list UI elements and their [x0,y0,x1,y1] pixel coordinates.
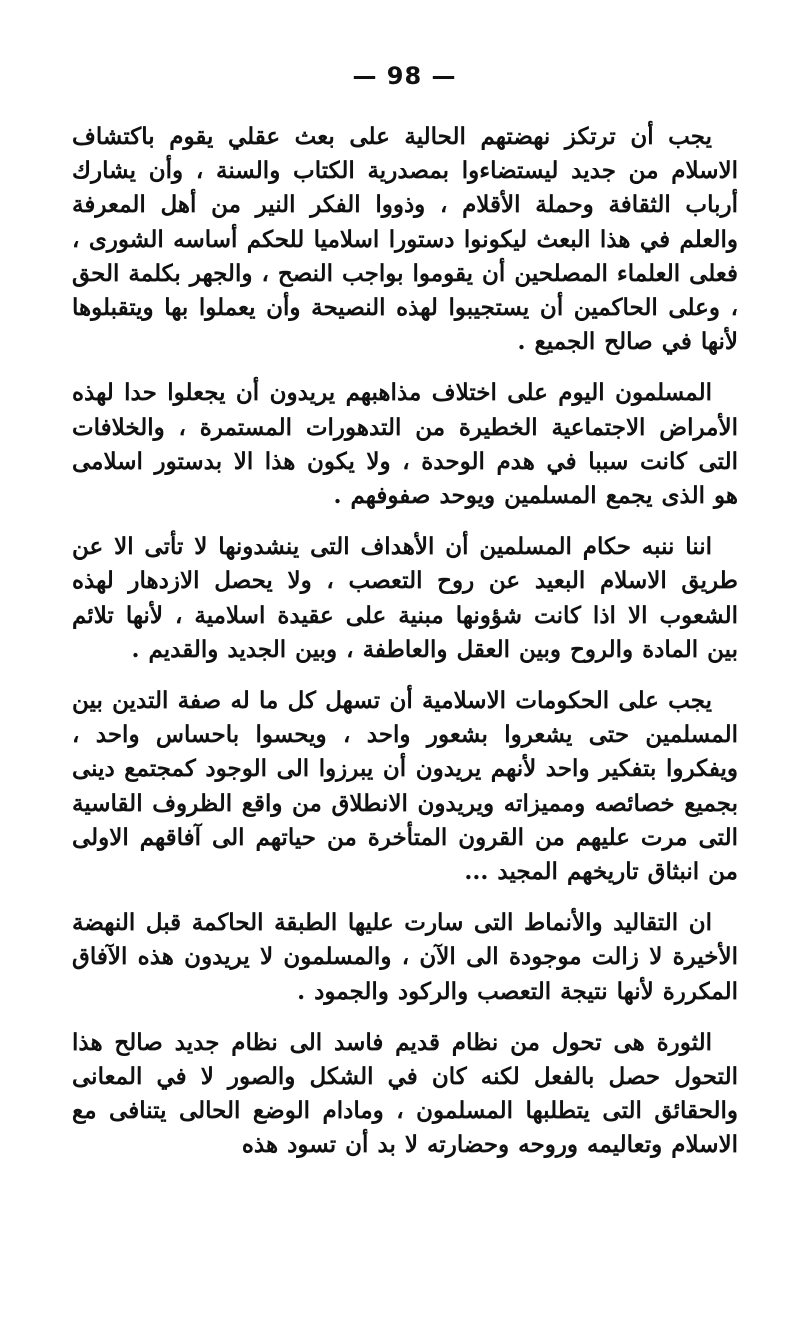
page-number: — 98 — [352,62,457,90]
paragraph-1: يجب أن ترتكز نهضتهم الحالية على بعث عقلي يقوم باكتشاف الاسلام من جديد ليستضاءوا بمصدرية الكتاب والسنة ، وأن يشارك أرباب الثقافة وحملة الأقلام ، وذووا الفكر النير من أهل المعرفة والعلم في هذا البعث ليكونوا دستورا اسلاميا للحكم أساسه الشورى ، فعلى العلماء المصلحين أن يقوموا بواجب النصح ، والجهر بكلمة الحق ، وعلى الحاكمين أن يستجيبوا لهذه النصيحة وأن يعملوا بها ويتقبلوها لأنها في صالح الجميع . [72,123,738,356]
paragraph-5: ان التقاليد والأنماط التى سارت عليها الطبقة الحاكمة قبل النهضة الأخيرة لا زالت موجودة الى الآن ، والمسلمون لا يريدون هذه الآفاق المكررة لأنها نتيجة التعصب والركود والجمود . [72,909,738,1005]
paragraph-4: يجب على الحكومات الاسلامية أن تسهل كل ما له صفة التدين بين المسلمين حتى يشعروا بشعور واحد ، ويحسوا باحساس واحد ، ويفكروا بتفكير واحد لأنهم يريدون أن يبرزوا الى الوجود كمجتمع دينى بجميع خصائصه ومميزاته ويريدون الانطلاق من واقع الظروف القاسية التى مرت عليهم من القرون المتأخرة من حياتهم الى آفاقهم الاولى من انبثاق تاريخهم المجيد ... [72,687,738,886]
paragraph-2: المسلمون اليوم على اختلاف مذاهبهم يريدون أن يجعلوا حدا لهذه الأمراض الاجتماعية الخطيرة من التدهورات المستمرة ، والخلافات التى كانت سببا في هدم الوحدة ، ولا يكون هذا الا بدستور اسلامى هو الذى يجمع المسلمين ويوحد صفوفهم . [72,379,738,510]
paragraph-3: اننا ننبه حكام المسلمين أن الأهداف التى ينشدونها لا تأتى الا عن طريق الاسلام البعيد عن روح التعصب ، ولا يحصل الازدهار لهذه الشعوب الا اذا كانت شؤونها مبنية على عقيدة اسلامية ، لأنها تلائم بين المادة والروح وبين العقل والعاطفة ، وبين الجديد والقديم . [72,533,738,663]
page-text [72,120,738,1180]
paragraph-6: الثورة هى تحول من نظام قديم فاسد الى نظام جديد صالح هذا التحول حصل بالفعل لكنه كان في الشكل والصور لا في المعانى والحقائق التى يتطلبها المسلمون ، ومادام الوضع الحالى يتنافى مع الاسلام وتعاليمه وروحه وحضارته لا بد أن تسود هذه [72,1028,738,1159]
